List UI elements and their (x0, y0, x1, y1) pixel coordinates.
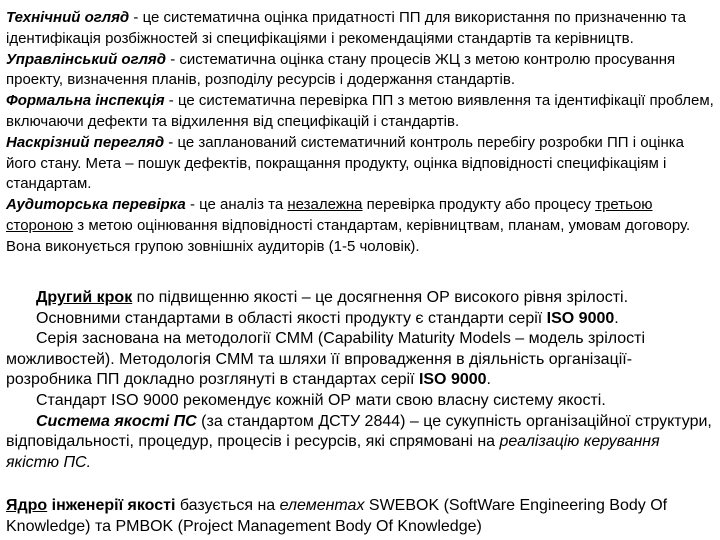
underlined-term: незалежна (287, 196, 363, 214)
definition-formal-inspection (6, 91, 716, 133)
core-term-rest: інженерії якості (47, 497, 176, 514)
definition-management-review (6, 50, 716, 92)
definition-term: Аудиторська перевірка (6, 196, 186, 214)
standards-paragraph (6, 309, 716, 330)
definitions-block (6, 8, 716, 258)
core-term: Ядро (6, 497, 48, 514)
quality-system-term: Система якості ПС (36, 412, 197, 430)
definition-separator: - (129, 9, 143, 26)
cmm-paragraph (6, 329, 716, 391)
core-italic: елементах (279, 497, 365, 514)
definition-separator: - (166, 50, 180, 68)
standard-name: ISO 9000 (418, 371, 487, 389)
quality-system-italic: реалізацію керування якістю ПС. (6, 433, 660, 471)
definition-term: Наскрізний перегляд (6, 133, 165, 151)
quality-system-text: (за стандартом ДСТУ 2844) – це сукупність організаційної структури, відповідальності, процедур, процесів і ресурсів, які спрямовані на (6, 412, 712, 451)
definition-separator: - (164, 92, 178, 110)
quality-system-paragraph (6, 412, 716, 474)
standards-text: Основними стандартами в області якості продукту є стандарти серії (36, 309, 547, 327)
recommend-paragraph: Стандарт ISO 9000 рекомендує кожній ОР мати свою власну систему якості. (36, 391, 606, 409)
definition-separator: - (185, 196, 200, 214)
standards-end: . (614, 309, 619, 327)
definition-audit (6, 195, 716, 257)
definition-technical-review (6, 8, 716, 50)
quality-block (6, 288, 716, 473)
definition-text: це аналіз та (199, 196, 288, 214)
second-step-lead: Другий крок (36, 289, 133, 306)
standard-name: ISO 9000 (546, 309, 615, 327)
cmm-text: Серія заснована на методології CMM (Capability Maturity Models – модель зрілості можливостей). Методологія CMM та шляхи її впровадження в діяльність організації-розробника ПП докладно розглянуті в стандартах серії (6, 330, 646, 389)
definition-text: це систематична перевірка ПП з метою виявлення та ідентифікації проблем, включаючи дефекти та відхилення від специфікацій і стандартів. (6, 92, 714, 130)
core-text: базується на (175, 497, 280, 514)
cmm-end: . (486, 371, 491, 389)
core-block (6, 495, 716, 537)
definition-term: Формальна інспекція (6, 92, 165, 110)
definition-text: це систематична оцінка придатності ПП для використання по призначенню та ідентифікація розбіжностей зі специфікаціями і рекомендаціями стандартів та керівництв. (6, 9, 686, 47)
definition-text: систематична оцінка стану процесів ЖЦ з метою контролю просування проекту, визначення планів, розподілу ресурсів і додержання стандартів. (6, 50, 676, 89)
definition-separator: - (164, 133, 178, 151)
second-step-paragraph (6, 288, 716, 309)
definition-text: перевірка продукту або процесу (362, 196, 596, 214)
underlined-term: третьою стороною (6, 196, 653, 234)
core-paragraph (6, 495, 716, 537)
definition-text: це запланований систематичний контроль перебігу розробки ПП і оцінка його стану. Мета – пошук дефектів, покращання продукту, оцінка відповідності специфікаціям і стандартам. (6, 133, 684, 193)
definition-text: з метою оцінювання відповідності стандартам, керівництвам, планам, умовам договору. Вона виконується групою зовнішніх аудиторів (1-5 чоловік). (6, 216, 691, 255)
second-step-text: по підвищенню якості – це досягнення ОР високого рівня зрілості. (132, 289, 629, 306)
definition-term: Технічний огляд (6, 9, 130, 26)
definition-term: Управлінський огляд (6, 50, 167, 68)
core-text: SWEBOK (SoftWare Engineering Body Of Knowledge) та PMBOK (Project Management Body Of Knowledge) (6, 497, 668, 535)
definition-walkthrough (6, 133, 716, 195)
